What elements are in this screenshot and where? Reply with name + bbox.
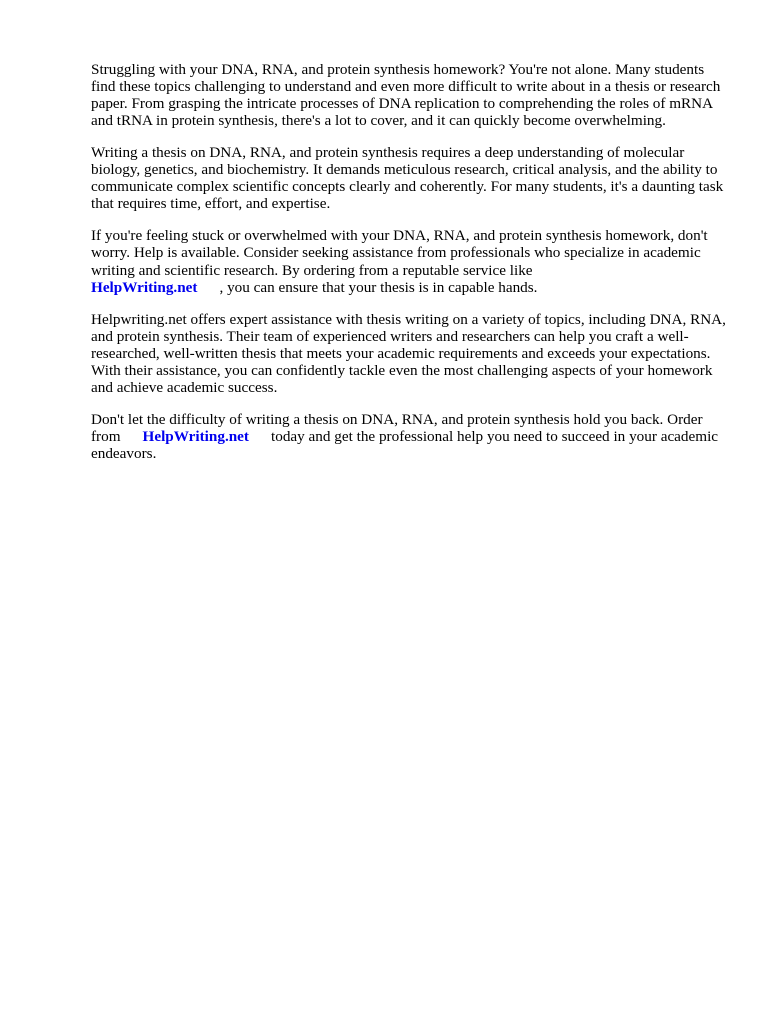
paragraph-call-to-action-tail: today and get the professional help you need to succeed in your academic endeavors.	[91, 427, 719, 462]
paragraph-call-to-action-text: Don't let the difficulty of writing a thesis on DNA, RNA, and protein synthesis hold you back. Order from	[91, 410, 703, 445]
document-page	[91, 61, 731, 477]
paragraph-intro: Struggling with your DNA, RNA, and protein synthesis homework? You're not alone. Many students find these topics challenging to understand and even more difficult to write about in a thesis or research paper. From grasping the intricate processes of DNA replication to comprehending the roles of mRNA and tRNA in protein synthesis, there's a lot to cover, and it can quickly become overwhelming.	[91, 61, 721, 130]
helpwriting-link[interactable]: HelpWriting.net	[91, 278, 198, 296]
paragraph-call-to-action	[91, 411, 731, 462]
paragraph-help-available-text: If you're feeling stuck or overwhelmed with your DNA, RNA, and protein synthesis homework, don't worry. Help is available. Consider seeking assistance from professionals who specialize in academic writing and scientific research. By ordering from a reputable service like	[91, 227, 708, 279]
paragraph-help-available-tail: , you can ensure that your thesis is in capable hands.	[219, 278, 538, 296]
paragraph-service-description: Helpwriting.net offers expert assistance with thesis writing on a variety of topics, including DNA, RNA, and protein synthesis. Their team of experienced writers and researchers can help you craft a well-researched, well-written thesis that meets your academic requirements and exceeds your expectations. With their assistance, you can confidently tackle even the most challenging aspects of your homework and achieve academic success.	[91, 310, 726, 396]
paragraph-help-available	[91, 227, 731, 295]
paragraph-thesis-requirements: Writing a thesis on DNA, RNA, and protein synthesis requires a deep understanding of molecular biology, genetics, and biochemistry. It demands meticulous research, critical analysis, and the ability to communicate complex scientific concepts clearly and coherently. For many students, it's a daunting task that requires time, effort, and expertise.	[91, 144, 724, 213]
helpwriting-order-link[interactable]: HelpWriting.net	[142, 427, 249, 445]
